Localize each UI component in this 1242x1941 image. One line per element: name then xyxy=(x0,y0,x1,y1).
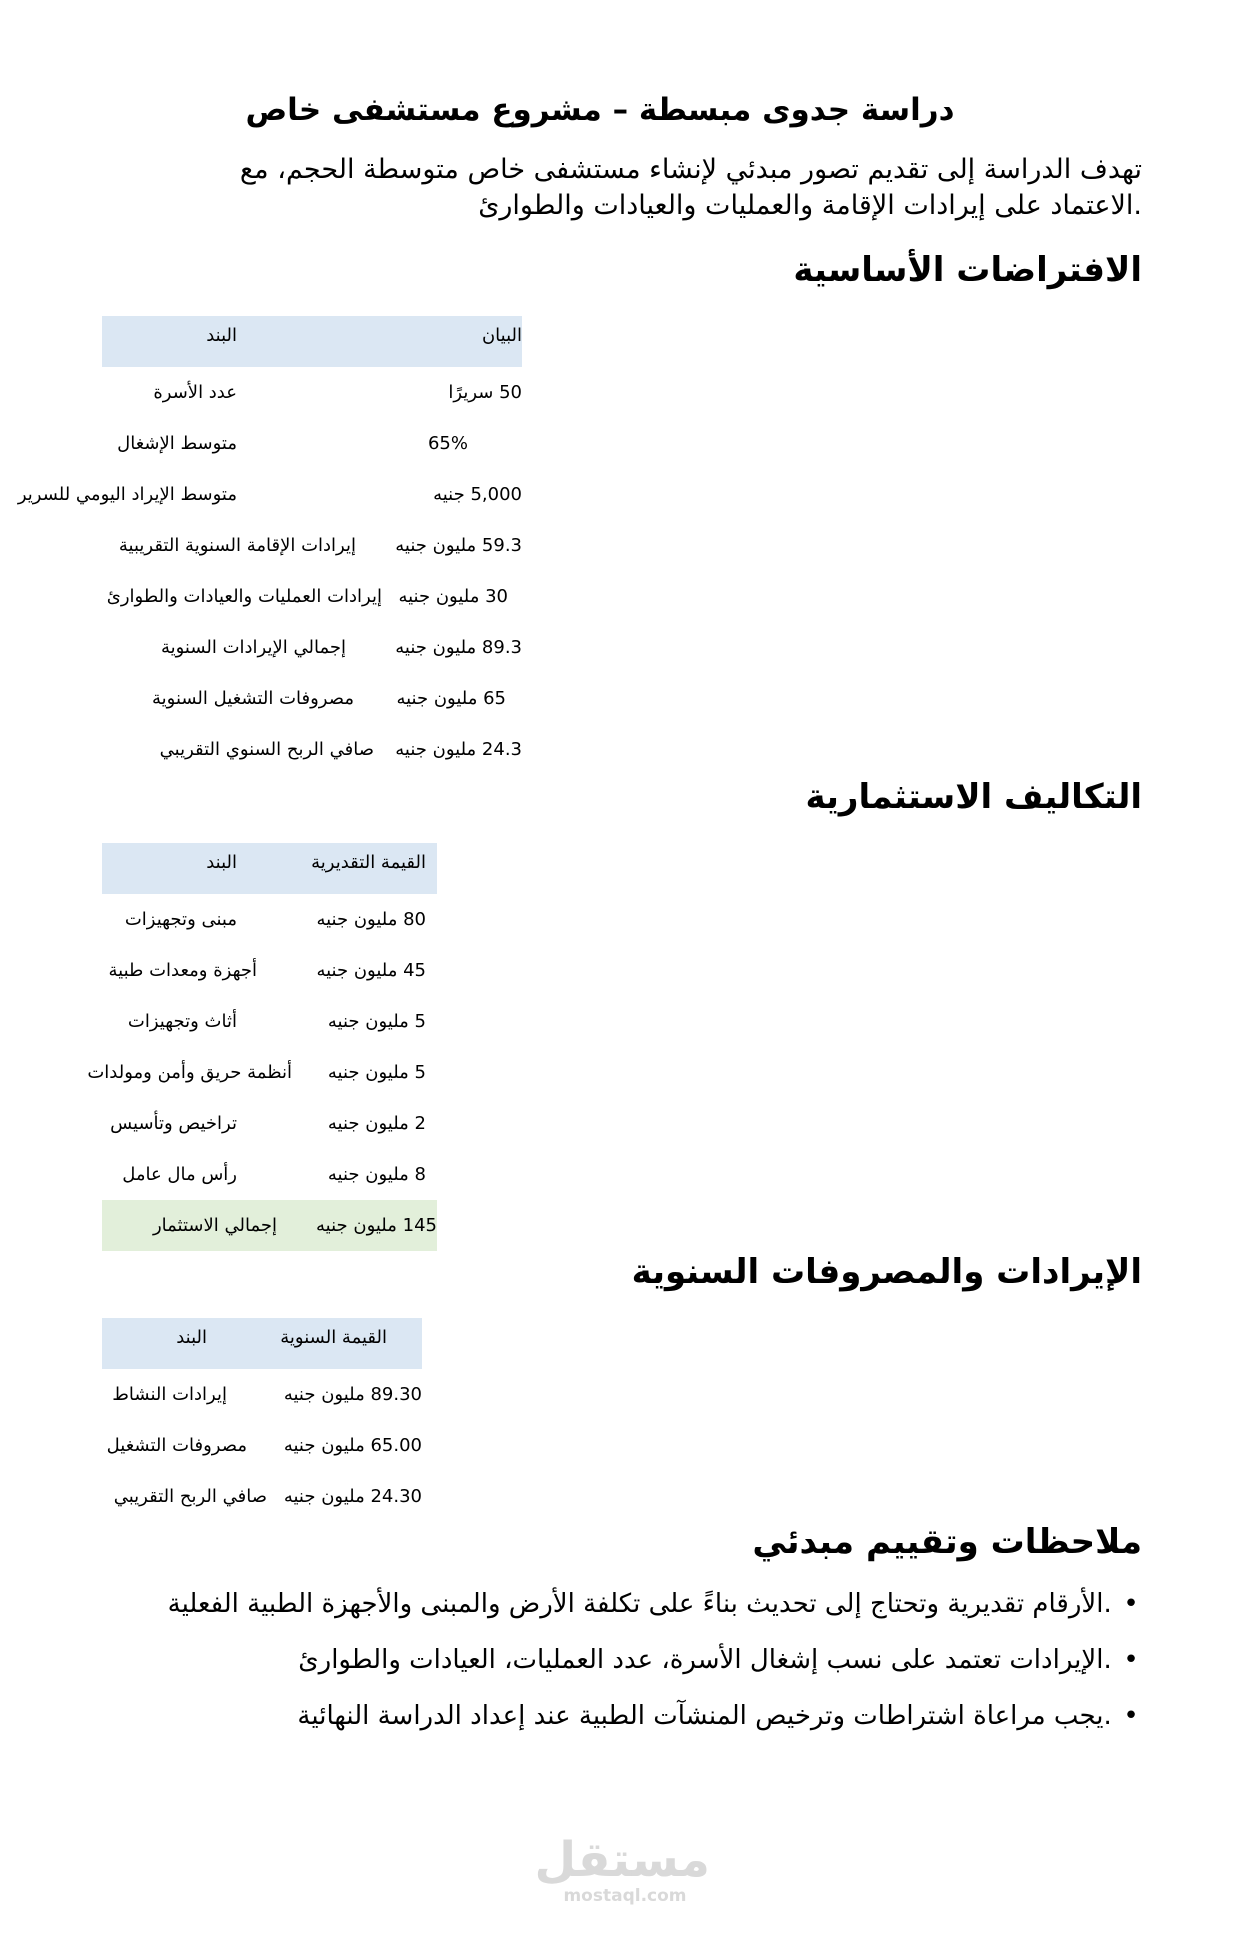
table-row xyxy=(102,945,437,996)
intro-paragraph xyxy=(92,152,1142,224)
row-item: متوسط الإشغال xyxy=(117,433,237,454)
row-item: مصروفات التشغيل xyxy=(106,1435,247,1456)
row-value: 5 مليون جنيه xyxy=(327,1062,426,1083)
table-header-row xyxy=(102,1318,422,1369)
intro-line-2: .الاعتماد على إيرادات الإقامة والعمليات والعيادات والطوارئ xyxy=(478,190,1142,221)
column-header-value: القيمة التقديرية xyxy=(311,852,426,873)
table-row xyxy=(102,1149,437,1200)
table-row xyxy=(102,894,437,945)
row-item: عدد الأسرة xyxy=(153,382,237,403)
document-title: دراسة جدوى مبسطة – مشروع مستشفى خاص xyxy=(245,92,955,128)
intro-line-1: تهدف الدراسة إلى تقديم تصور مبدئي لإنشاء مستشفى خاص متوسطة الحجم، مع xyxy=(239,154,1142,185)
table-total-row xyxy=(102,1200,437,1251)
total-item: إجمالي الاستثمار xyxy=(152,1215,277,1236)
row-value: 30 مليون جنيه xyxy=(398,586,508,607)
list-item xyxy=(42,1640,1142,1696)
note-text: .يجب مراعاة اشتراطات وترخيص المنشآت الطبية عند إعداد الدراسة النهائية xyxy=(297,1701,1112,1731)
column-header-item: البند xyxy=(206,852,237,873)
row-value: 80 مليون جنيه xyxy=(316,909,426,930)
bullet-icon: • xyxy=(1123,1645,1139,1675)
table-row xyxy=(102,673,522,724)
row-value: 50 سريرًا xyxy=(448,382,522,403)
column-header-value: القيمة السنوية xyxy=(280,1327,387,1348)
column-header-value: البيان xyxy=(481,325,522,346)
row-item: إجمالي الإيرادات السنوية xyxy=(160,637,346,658)
row-item: صافي الربح التقريبي xyxy=(113,1486,267,1507)
watermark-domain: mostaql.com xyxy=(563,1886,687,1906)
row-value: 24.30 مليون جنيه xyxy=(283,1486,422,1507)
table-row xyxy=(102,996,437,1047)
row-item: صافي الربح السنوي التقريبي xyxy=(159,739,374,760)
table-row xyxy=(102,1098,437,1149)
investment-heading: التكاليف الاستثمارية xyxy=(805,777,1142,817)
investment-table xyxy=(87,843,437,1251)
row-item: مصروفات التشغيل السنوية xyxy=(151,688,354,709)
row-value: 8 مليون جنيه xyxy=(327,1164,426,1185)
table-row xyxy=(102,418,522,469)
row-item: رأس مال عامل xyxy=(122,1164,237,1185)
total-value: 145 مليون جنيه xyxy=(316,1215,437,1236)
table-row xyxy=(102,367,522,418)
watermark-logo xyxy=(534,1832,710,1906)
row-value: 2 مليون جنيه xyxy=(327,1113,426,1134)
row-value: 89.3 مليون جنيه xyxy=(395,637,522,658)
notes-heading: ملاحظات وتقييم مبدئي xyxy=(752,1522,1142,1562)
list-item xyxy=(42,1584,1142,1640)
table-row xyxy=(102,1471,422,1522)
list-item xyxy=(42,1696,1142,1752)
table-row xyxy=(102,622,522,673)
row-item: إيرادات النشاط xyxy=(112,1384,227,1405)
row-value: 24.3 مليون جنيه xyxy=(395,739,522,760)
row-value: 59.3 مليون جنيه xyxy=(395,535,522,556)
table-row xyxy=(102,571,522,622)
table-header-row xyxy=(102,316,522,367)
watermark-logo-text: مستقل xyxy=(534,1832,710,1888)
assumptions-heading: الافتراضات الأساسية xyxy=(793,250,1142,290)
bullet-icon: • xyxy=(1123,1701,1139,1731)
table-row xyxy=(17,469,522,520)
row-item: أجهزة ومعدات طبية xyxy=(108,960,257,981)
annual-table xyxy=(102,1318,422,1522)
table-row xyxy=(102,1369,422,1420)
notes-list xyxy=(42,1584,1142,1752)
row-value: 45 مليون جنيه xyxy=(316,960,426,981)
table-row xyxy=(102,520,522,571)
row-value: 65 مليون جنيه xyxy=(396,688,506,709)
column-header-item: البند xyxy=(176,1327,207,1348)
row-item: مبنى وتجهيزات xyxy=(124,909,237,930)
table-row xyxy=(102,1420,422,1471)
row-value: 65.00 مليون جنيه xyxy=(283,1435,422,1456)
row-value: 5 مليون جنيه xyxy=(327,1011,426,1032)
table-row xyxy=(87,1047,437,1098)
row-item: تراخيص وتأسيس xyxy=(110,1113,237,1134)
row-item: متوسط الإيراد اليومي للسرير xyxy=(17,484,237,505)
annual-heading: الإيرادات والمصروفات السنوية xyxy=(631,1252,1142,1292)
row-value: 65% xyxy=(427,433,468,454)
assumptions-table xyxy=(17,316,522,775)
table-header-row xyxy=(102,843,437,894)
row-item: إيرادات العمليات والعيادات والطوارئ xyxy=(106,586,382,607)
row-item: إيرادات الإقامة السنوية التقريبية xyxy=(118,535,356,556)
bullet-icon: • xyxy=(1123,1589,1139,1619)
table-row xyxy=(102,724,522,775)
note-text: .الأرقام تقديرية وتحتاج إلى تحديث بناءً على تكلفة الأرض والمبنى والأجهزة الطبية الفعلية xyxy=(167,1589,1112,1619)
row-value: 5,000 جنيه xyxy=(433,484,522,505)
row-item: أثاث وتجهيزات xyxy=(127,1011,237,1032)
row-value: 89.30 مليون جنيه xyxy=(283,1384,422,1405)
row-item: أنظمة حريق وأمن ومولدات xyxy=(87,1062,292,1083)
column-header-item: البند xyxy=(206,325,237,346)
note-text: .الإيرادات تعتمد على نسب إشغال الأسرة، عدد العمليات، العيادات والطوارئ xyxy=(298,1645,1112,1675)
